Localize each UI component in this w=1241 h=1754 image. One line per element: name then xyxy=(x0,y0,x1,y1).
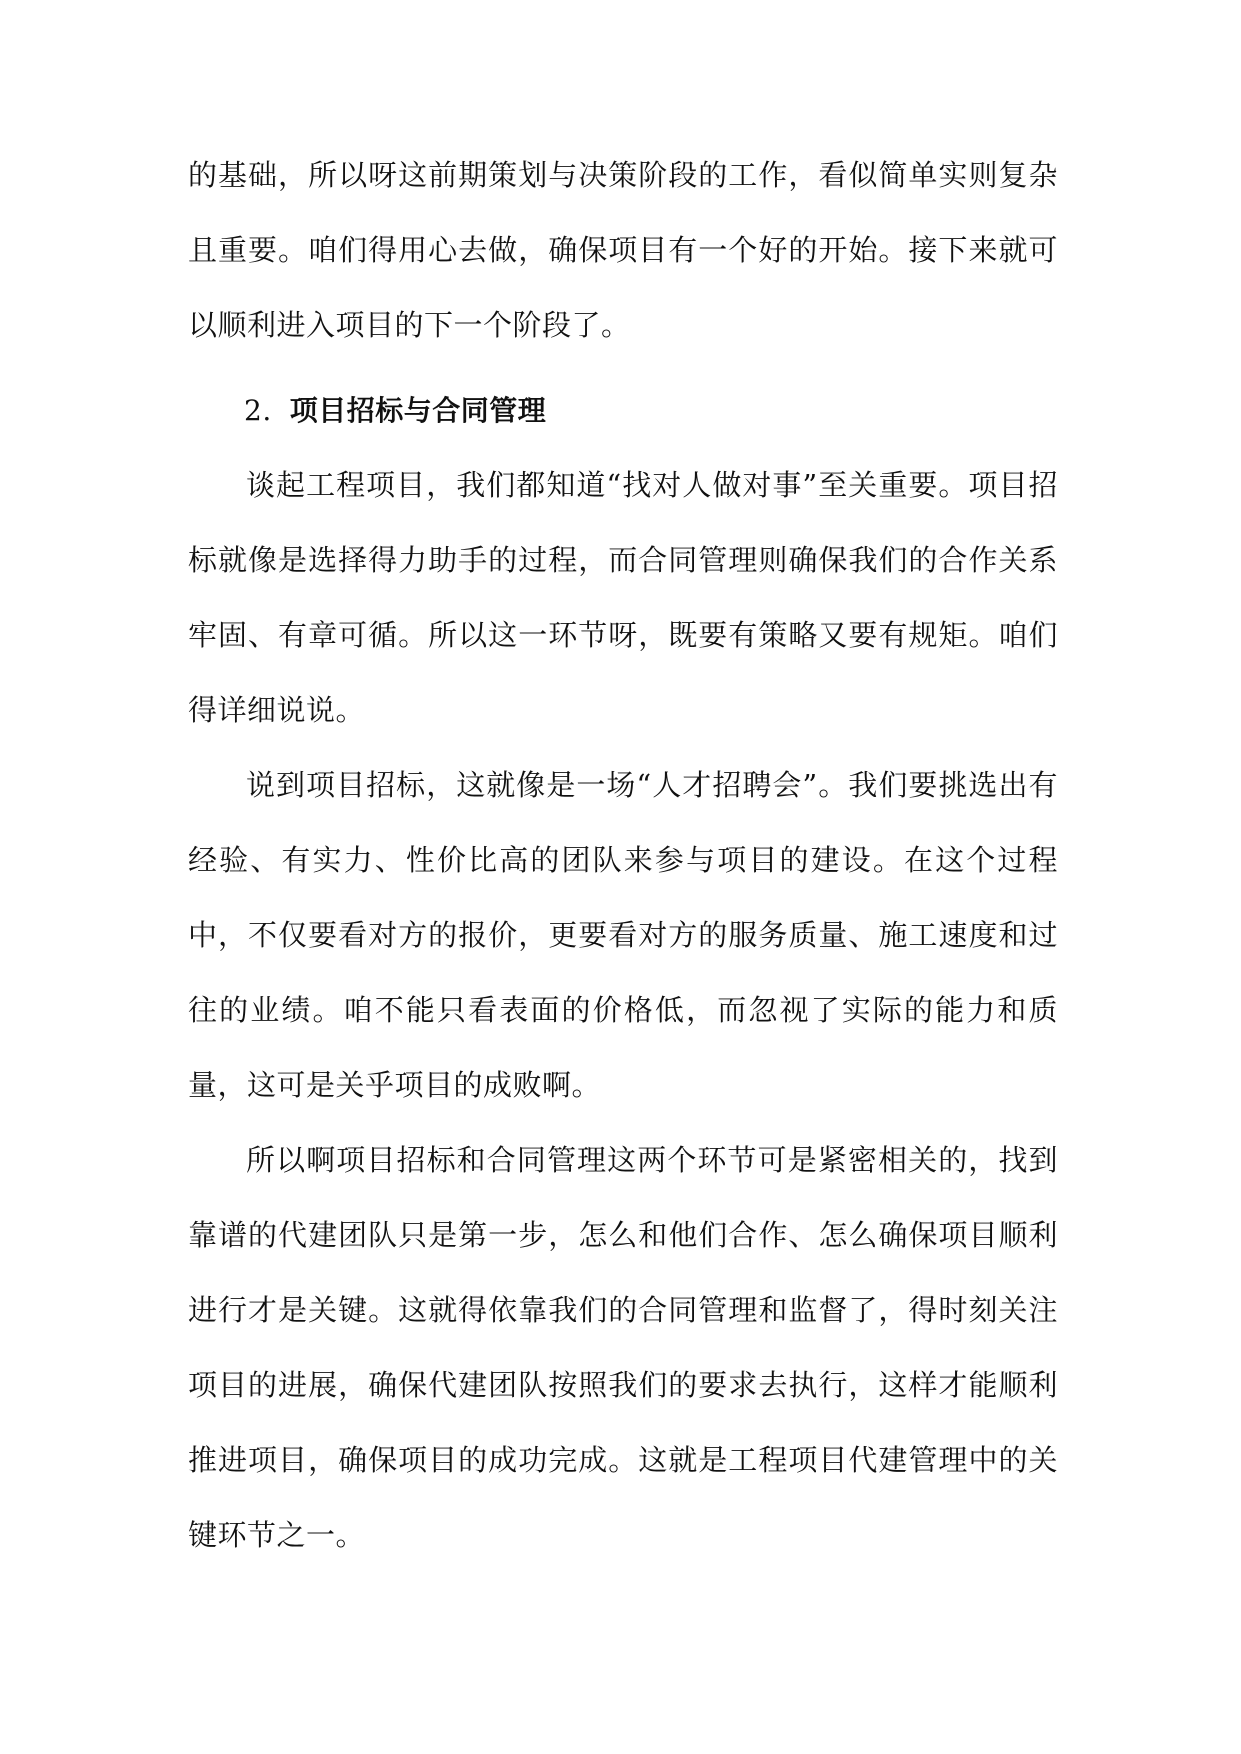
paragraph-3: 所以啊项目招标和合同管理这两个环节可是紧密相关的，找到靠谱的代建团队只是第一步，怎么和他们合作、怎么确保项目顺利进行才是关键。这就得依靠我们的合同管理和监督了，得时刻关注项目的进展，确保代建团队按照我们的要求去执行，这样才能顺利推进项目，确保项目的成功完成。这就是工程项目代建管理中的关键环节之一。 xyxy=(188,1143,1058,1552)
spacer xyxy=(188,363,1058,373)
section-number: 2. xyxy=(244,394,272,427)
paragraph-2: 说到项目招标，这就像是一场“人才招聘会”。我们要挑选出有经验、有实力、性价比高的团队来参与项目的建设。在这个过程中，不仅要看对方的报价，更要看对方的服务质量、施工速度和过往的业绩。咱不能只看表面的价格低，而忽视了实际的能力和质量，这可是关乎项目的成败啊。 xyxy=(188,768,1058,1102)
section-heading xyxy=(188,373,1058,448)
paragraph-1: 谈起工程项目，我们都知道“找对人做对事”至关重要。项目招标就像是选择得力助手的过程，而合同管理则确保我们的合作关系牢固、有章可循。所以这一环节呀，既要有策略又要有规矩。咱们得详细说说。 xyxy=(188,468,1058,727)
document-body xyxy=(188,138,1058,1573)
section-title: 项目招标与合同管理 xyxy=(289,394,547,427)
paragraph-continued: 的基础，所以呀这前期策划与决策阶段的工作，看似简单实则复杂且重要。咱们得用心去做，确保项目有一个好的开始。接下来就可以顺利进入项目的下一个阶段了。 xyxy=(188,158,1058,342)
